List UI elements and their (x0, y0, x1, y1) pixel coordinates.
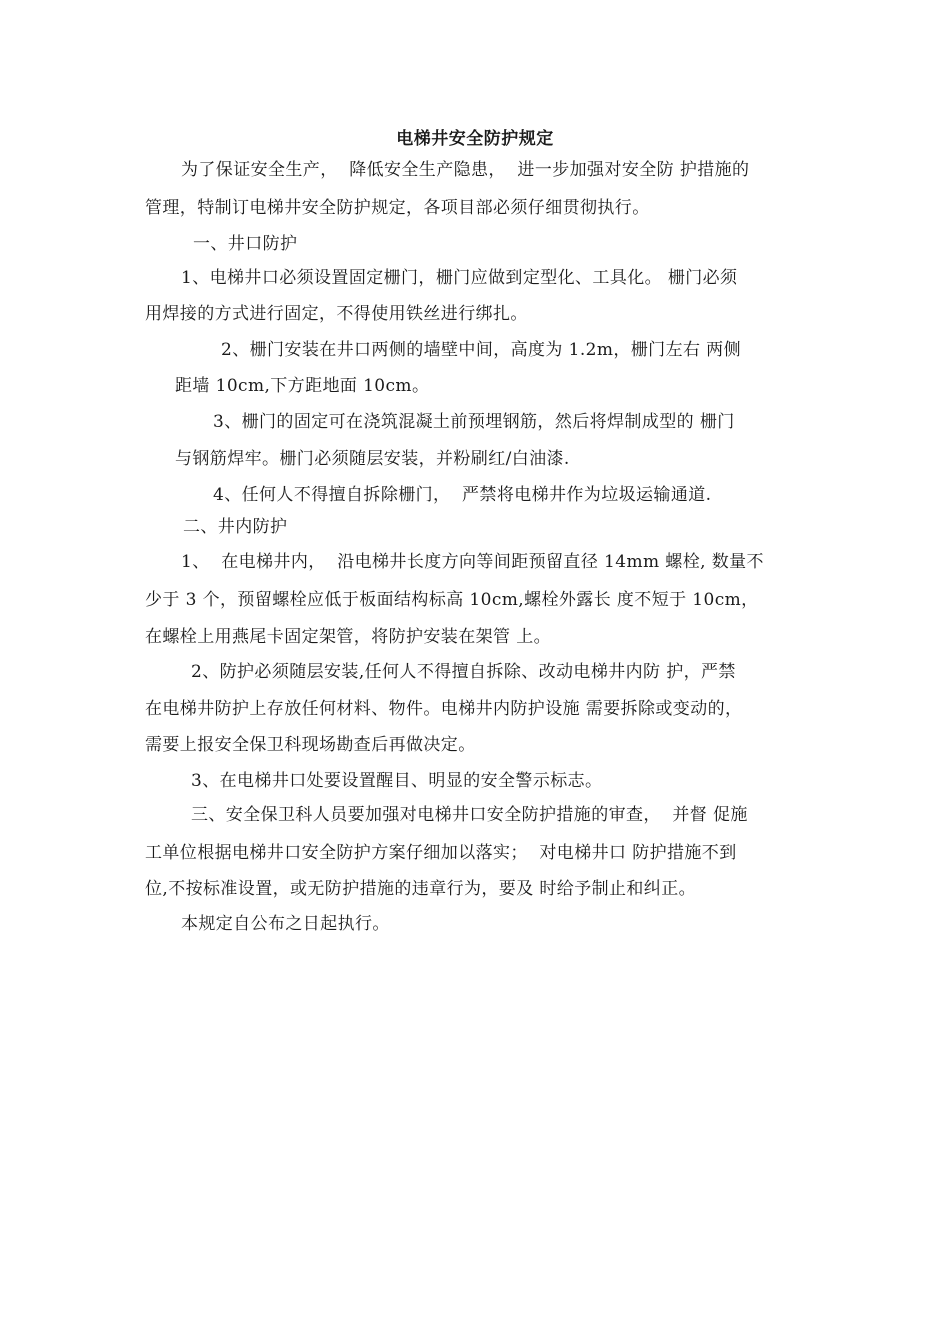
section-1-item-2-line-2: 距墙 10cm,下方距地面 10cm。 (175, 376, 430, 396)
closing-statement: 本规定自公布之日起执行。 (181, 914, 390, 934)
section-2-item-2-line-1: 2、防护必须随层安装,任何人不得擅自拆除、改动电梯井内防 护，严禁 (191, 662, 736, 682)
section-2-item-2-line-3: 需要上报安全保卫科现场勘查后再做决定。 (145, 735, 476, 755)
section-2-item-3: 3、在电梯井口处要设置醒目、明显的安全警示标志。 (191, 771, 603, 791)
section-1-item-3-line-1: 3、栅门的固定可在浇筑混凝土前预埋钢筋，然后将焊制成型的 栅门 (213, 412, 735, 432)
section-3-line-3: 位,不按标准设置，或无防护措施的违章行为，要及 时给予制止和纠正。 (145, 879, 697, 899)
section-3-line-1: 三、安全保卫科人员要加强对电梯井口安全防护措施的审查， 并督 促施 (191, 805, 748, 825)
section-2-item-1-line-2: 少于 3 个，预留螺栓应低于板面结构标高 10cm,螺栓外露长 度不短于 10cm， (145, 590, 759, 610)
document-title: 电梯井安全防护规定 (396, 129, 554, 149)
section-2-item-2-line-2: 在电梯井防护上存放任何材料、物件。电梯井内防护设施 需要拆除或变动的， (145, 699, 743, 719)
section-3-line-2: 工单位根据电梯井口安全防护方案仔细加以落实； 对电梯井口 防护措施不到 (145, 843, 737, 863)
section-2-item-1-line-3: 在螺栓上用燕尾卡固定架管，将防护安装在架管 上。 (145, 627, 552, 647)
section-1-item-1-line-2: 用焊接的方式进行固定，不得使用铁丝进行绑扎。 (145, 304, 528, 324)
section-1-heading: 一、井口防护 (193, 234, 298, 254)
section-1-item-2-line-1: 2、栅门安装在井口两侧的墙壁中间，高度为 1.2m，栅门左右 两侧 (221, 340, 741, 360)
section-2-heading: 二、井内防护 (183, 517, 288, 537)
section-1-item-4: 4、任何人不得擅自拆除栅门， 严禁将电梯井作为垃圾运输通道. (213, 485, 712, 505)
section-1-item-3-line-2: 与钢筋焊牢。栅门必须随层安装，并粉刷红/白油漆. (175, 449, 570, 469)
section-1-item-1-line-1: 1、电梯井口必须设置固定栅门，栅门应做到定型化、工具化。 栅门必须 (181, 268, 738, 288)
intro-line-1: 为了保证安全生产， 降低安全生产隐患， 进一步加强对安全防 护措施的 (181, 160, 750, 180)
section-2-item-1-line-1: 1、 在电梯井内， 沿电梯井长度方向等间距预留直径 14mm 螺栓, 数量不 (181, 552, 764, 572)
intro-line-2: 管理，特制订电梯井安全防护规定，各项目部必须仔细贯彻执行。 (145, 198, 650, 218)
